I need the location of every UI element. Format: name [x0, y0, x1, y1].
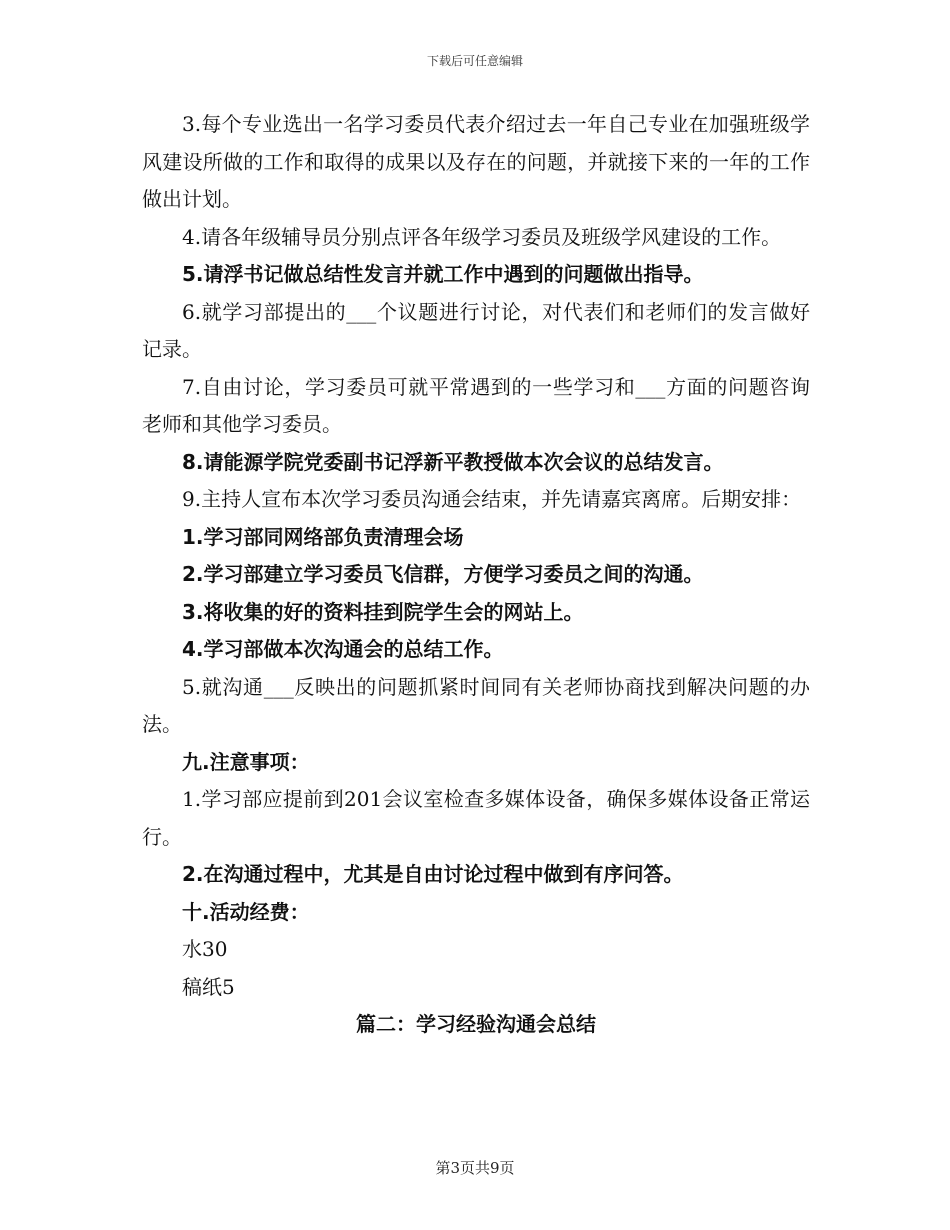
page-header: 下载后可任意编辑 — [426, 54, 523, 68]
budget-item-paper: 稿纸5 — [182, 974, 235, 999]
notes-item-2: 2.在沟通过程中，尤其是自由讨论过程中做到有序问答。 — [182, 862, 684, 886]
page-footer: 第3页共9页 — [435, 1159, 515, 1177]
followup-item-1: 1.学习部同网络部负责清理会场 — [182, 524, 464, 549]
notes-item-1: 1.学习部应提前到201会议室检查多媒体设备，确保多媒体设备正常运行。 — [142, 787, 810, 849]
paragraph-item-6: 6.就学习部提出的___个议题进行讨论，对代表们和老师们的发言做好记录。 — [142, 299, 810, 361]
section-heading-budget: 十.活动经费： — [182, 899, 310, 924]
followup-item-3: 3.将收集的好的资料挂到院学生会的网站上。 — [182, 599, 584, 624]
paragraph-item-7: 7.自由讨论，学习委员可就平常遇到的一些学习和___方面的问题咨询老师和其他学习委员。 — [142, 374, 810, 436]
document-body — [142, 106, 810, 1044]
paragraph-item-8: 8.请能源学院党委副书记浮新平教授做本次会议的总结发言。 — [182, 449, 724, 474]
followup-item-4: 4.学习部做本次沟通会的总结工作。 — [182, 637, 504, 661]
paragraph-item-4: 4.请各年级辅导员分别点评各年级学习委员及班级学风建设的工作。 — [182, 224, 782, 249]
budget-item-water: 水30 — [182, 937, 228, 961]
followup-item-2: 2.学习部建立学习委员飞信群，方便学习委员之间的沟通。 — [182, 562, 704, 586]
section-title: 篇二：学习经验沟通会总结 — [356, 1012, 596, 1036]
paragraph-item-5: 5.请浮书记做总结性发言并就工作中遇到的问题做出指导。 — [182, 262, 704, 286]
paragraph-item-3: 3.每个专业选出一名学习委员代表介绍过去一年自己专业在加强班级学风建设所做的工作和取得的成果以及存在的问题，并就接下来的一年的工作做出计划。 — [142, 112, 810, 211]
section-heading-notes: 九.注意事项： — [182, 749, 310, 774]
followup-item-5: 5.就沟通___反映出的问题抓紧时间同有关老师协商找到解决问题的办法。 — [142, 674, 810, 736]
paragraph-item-9: 9.主持人宣布本次学习委员沟通会结束，并先请嘉宾离席。后期安排： — [182, 487, 802, 511]
